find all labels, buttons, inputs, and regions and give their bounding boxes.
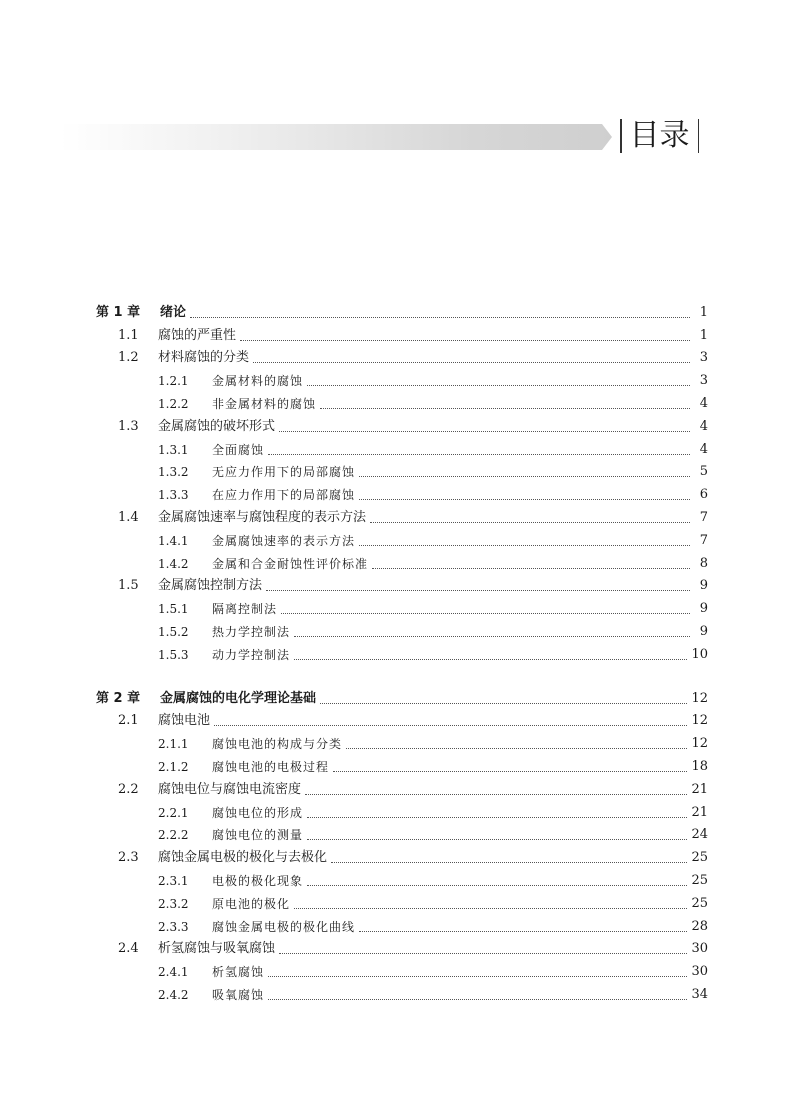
toc-subsection-entry[interactable] bbox=[96, 481, 708, 504]
toc-dot-leader bbox=[320, 703, 687, 704]
toc-section-entry[interactable] bbox=[96, 573, 708, 596]
toc-entry-title: 原电池的极化 bbox=[212, 896, 291, 911]
toc-dot-leader bbox=[370, 522, 690, 523]
toc-dot-leader bbox=[307, 385, 690, 386]
toc-subsection-entry[interactable] bbox=[96, 822, 708, 845]
toc-subsection-entry[interactable] bbox=[96, 618, 708, 641]
toc-entry-number: 2.3.3 bbox=[158, 919, 189, 934]
toc-entry-page: 24 bbox=[691, 827, 708, 843]
table-of-contents bbox=[96, 299, 708, 1004]
toc-entry-number: 1.2.1 bbox=[158, 374, 189, 389]
toc-dot-leader bbox=[214, 725, 687, 726]
toc-entry-number: 1.5 bbox=[118, 578, 139, 594]
toc-entry-page: 25 bbox=[691, 895, 708, 911]
toc-dot-leader bbox=[281, 613, 690, 614]
toc-subsection-entry[interactable] bbox=[96, 981, 708, 1004]
toc-entry-title: 动力学控制法 bbox=[212, 647, 291, 662]
toc-dot-leader bbox=[359, 931, 687, 932]
toc-entry-number: 第 1 章 bbox=[96, 304, 141, 320]
toc-entry-page: 9 bbox=[699, 578, 708, 594]
toc-subsection-entry[interactable] bbox=[96, 436, 708, 459]
toc-entry-title: 金属腐蚀速率与腐蚀程度的表示方法 bbox=[158, 509, 367, 525]
toc-section-entry[interactable] bbox=[96, 776, 708, 799]
toc-dot-leader bbox=[359, 476, 690, 477]
toc-subsection-entry[interactable] bbox=[96, 913, 708, 936]
toc-subsection-entry[interactable] bbox=[96, 459, 708, 482]
toc-section-entry[interactable] bbox=[96, 936, 708, 959]
toc-entry-page: 8 bbox=[699, 555, 708, 571]
toc-entry-title: 腐蚀金属电极的极化与去极化 bbox=[158, 850, 328, 866]
toc-entry-title: 析氢腐蚀 bbox=[212, 965, 265, 980]
toc-entry-title: 腐蚀电位的测量 bbox=[212, 828, 304, 843]
toc-entry-number: 2.2 bbox=[118, 781, 139, 797]
toc-dot-leader bbox=[279, 953, 687, 954]
toc-section-entry[interactable] bbox=[96, 345, 708, 368]
toc-subsection-entry[interactable] bbox=[96, 595, 708, 618]
toc-entry-page: 7 bbox=[699, 532, 708, 548]
toc-entry-title: 金属材料的腐蚀 bbox=[212, 374, 304, 389]
toc-entry-number: 1.5.1 bbox=[158, 602, 189, 617]
toc-entry-number: 2.3 bbox=[118, 850, 139, 866]
toc-dot-leader bbox=[190, 317, 690, 318]
toc-dot-leader bbox=[305, 794, 687, 795]
toc-entry-page: 7 bbox=[699, 509, 708, 525]
toc-subsection-entry[interactable] bbox=[96, 390, 708, 413]
toc-entry-title: 在应力作用下的局部腐蚀 bbox=[212, 488, 356, 503]
toc-entry-title: 腐蚀电池的构成与分类 bbox=[212, 737, 343, 752]
toc-entry-title: 热力学控制法 bbox=[212, 624, 291, 639]
toc-entry-page: 25 bbox=[691, 872, 708, 888]
toc-section-entry[interactable] bbox=[96, 322, 708, 345]
toc-entry-number: 1.5.2 bbox=[158, 624, 189, 639]
toc-dot-leader bbox=[333, 771, 687, 772]
toc-entry-title: 腐蚀电池 bbox=[158, 713, 211, 729]
toc-entry-number: 1.2.2 bbox=[158, 396, 189, 411]
toc-subsection-entry[interactable] bbox=[96, 367, 708, 390]
toc-chapter-entry[interactable] bbox=[96, 299, 708, 322]
toc-dot-leader bbox=[346, 748, 687, 749]
toc-dot-leader bbox=[266, 590, 690, 591]
toc-dot-leader bbox=[307, 839, 687, 840]
toc-entry-title: 绪论 bbox=[160, 304, 187, 320]
toc-subsection-entry[interactable] bbox=[96, 527, 708, 550]
toc-dot-leader bbox=[268, 999, 687, 1000]
toc-dot-leader bbox=[320, 408, 690, 409]
toc-entry-page: 10 bbox=[691, 646, 708, 662]
toc-entry-number: 2.2.1 bbox=[158, 805, 189, 820]
toc-entry-number: 1.2 bbox=[118, 350, 139, 366]
toc-entry-page: 21 bbox=[691, 781, 708, 797]
toc-entry-page: 1 bbox=[699, 304, 708, 320]
toc-entry-page: 30 bbox=[691, 941, 708, 957]
toc-entry-number: 1.3 bbox=[118, 418, 139, 434]
toc-dot-leader bbox=[294, 636, 690, 637]
toc-dot-leader bbox=[240, 340, 690, 341]
toc-entry-page: 9 bbox=[699, 623, 708, 639]
toc-entry-title: 腐蚀电位的形成 bbox=[212, 805, 304, 820]
toc-subsection-entry[interactable] bbox=[96, 753, 708, 776]
toc-dot-leader bbox=[294, 659, 687, 660]
toc-dot-leader bbox=[268, 976, 687, 977]
toc-entry-number: 2.1 bbox=[118, 713, 139, 729]
toc-entry-number: 1.3.1 bbox=[158, 442, 189, 457]
toc-entry-title: 金属腐蚀的电化学理论基础 bbox=[160, 690, 317, 706]
toc-entry-number: 1.3.2 bbox=[158, 465, 189, 480]
toc-entry-title: 隔离控制法 bbox=[212, 602, 278, 617]
toc-entry-number: 1.4.2 bbox=[158, 556, 189, 571]
toc-entry-number: 第 2 章 bbox=[96, 690, 141, 706]
toc-entry-page: 12 bbox=[691, 736, 708, 752]
toc-dot-leader bbox=[359, 545, 690, 546]
toc-entry-title: 金属和合金耐蚀性评价标准 bbox=[212, 556, 369, 571]
toc-entry-title: 腐蚀金属电极的极化曲线 bbox=[212, 919, 356, 934]
toc-entry-title: 电极的极化现象 bbox=[212, 873, 304, 888]
toc-entry-page: 34 bbox=[691, 986, 708, 1002]
toc-entry-page: 5 bbox=[699, 464, 708, 480]
toc-chapter-entry[interactable] bbox=[96, 685, 708, 708]
toc-entry-title: 非金属材料的腐蚀 bbox=[212, 396, 317, 411]
toc-entry-page: 12 bbox=[691, 690, 708, 706]
toc-dot-leader bbox=[279, 431, 690, 432]
page-title: 目录 bbox=[629, 118, 690, 153]
toc-entry-number: 2.3.1 bbox=[158, 873, 189, 888]
toc-entry-page: 4 bbox=[699, 418, 708, 434]
toc-entry-title: 析氢腐蚀与吸氧腐蚀 bbox=[158, 941, 276, 957]
toc-section-entry[interactable] bbox=[96, 708, 708, 731]
title-decorative-bar bbox=[60, 124, 612, 150]
toc-entry-page: 28 bbox=[691, 918, 708, 934]
toc-dot-leader bbox=[331, 862, 687, 863]
toc-dot-leader bbox=[359, 499, 690, 500]
toc-dot-leader bbox=[307, 885, 687, 886]
toc-entry-number: 2.4.2 bbox=[158, 987, 189, 1002]
toc-entry-page: 9 bbox=[699, 601, 708, 617]
toc-entry-page: 1 bbox=[699, 327, 708, 343]
toc-entry-number: 1.4.1 bbox=[158, 533, 189, 548]
toc-section-entry[interactable] bbox=[96, 413, 708, 436]
toc-section-entry[interactable] bbox=[96, 504, 708, 527]
toc-entry-page: 25 bbox=[691, 850, 708, 866]
toc-entry-title: 金属腐蚀控制方法 bbox=[158, 578, 263, 594]
toc-entry-number: 1.3.3 bbox=[158, 488, 189, 503]
toc-entry-title: 腐蚀电位与腐蚀电流密度 bbox=[158, 781, 302, 797]
toc-entry-number: 1.4 bbox=[118, 509, 139, 525]
toc-entry-title: 金属腐蚀的破坏形式 bbox=[158, 418, 276, 434]
toc-dot-leader bbox=[372, 568, 690, 569]
toc-entry-title: 全面腐蚀 bbox=[212, 442, 265, 457]
title-block bbox=[620, 118, 699, 154]
toc-entry-page: 30 bbox=[691, 964, 708, 980]
toc-dot-leader bbox=[294, 908, 687, 909]
toc-entry-title: 金属腐蚀速率的表示方法 bbox=[212, 533, 356, 548]
title-right-rule bbox=[698, 119, 700, 153]
toc-subsection-entry[interactable] bbox=[96, 799, 708, 822]
toc-entry-page: 3 bbox=[699, 373, 708, 389]
toc-entry-title: 材料腐蚀的分类 bbox=[158, 350, 250, 366]
toc-entry-title: 腐蚀电池的电极过程 bbox=[212, 759, 330, 774]
toc-entry-page: 21 bbox=[691, 804, 708, 820]
toc-entry-number: 2.1.2 bbox=[158, 759, 189, 774]
toc-entry-page: 12 bbox=[691, 713, 708, 729]
toc-entry-title: 吸氧腐蚀 bbox=[212, 987, 265, 1002]
toc-entry-title: 无应力作用下的局部腐蚀 bbox=[212, 465, 356, 480]
toc-dot-leader bbox=[268, 454, 690, 455]
toc-entry-number: 1.5.3 bbox=[158, 647, 189, 662]
toc-entry-page: 4 bbox=[699, 395, 708, 411]
toc-subsection-entry[interactable] bbox=[96, 641, 708, 664]
toc-entry-number: 2.4 bbox=[118, 941, 139, 957]
toc-subsection-entry[interactable] bbox=[96, 550, 708, 573]
toc-entry-page: 6 bbox=[699, 487, 708, 503]
toc-section-entry[interactable] bbox=[96, 844, 708, 867]
toc-subsection-entry[interactable] bbox=[96, 890, 708, 913]
chapter-gap bbox=[96, 664, 708, 685]
toc-dot-leader bbox=[307, 817, 687, 818]
toc-entry-title: 腐蚀的严重性 bbox=[158, 327, 237, 343]
toc-entry-page: 3 bbox=[699, 350, 708, 366]
toc-entry-number: 2.2.2 bbox=[158, 828, 189, 843]
toc-entry-page: 4 bbox=[699, 441, 708, 457]
toc-entry-number: 2.3.2 bbox=[158, 896, 189, 911]
toc-entry-number: 1.1 bbox=[118, 327, 139, 343]
toc-subsection-entry[interactable] bbox=[96, 958, 708, 981]
toc-dot-leader bbox=[253, 362, 690, 363]
toc-entry-page: 18 bbox=[691, 758, 708, 774]
toc-entry-number: 2.1.1 bbox=[158, 737, 189, 752]
toc-entry-number: 2.4.1 bbox=[158, 965, 189, 980]
toc-subsection-entry[interactable] bbox=[96, 867, 708, 890]
toc-subsection-entry[interactable] bbox=[96, 730, 708, 753]
